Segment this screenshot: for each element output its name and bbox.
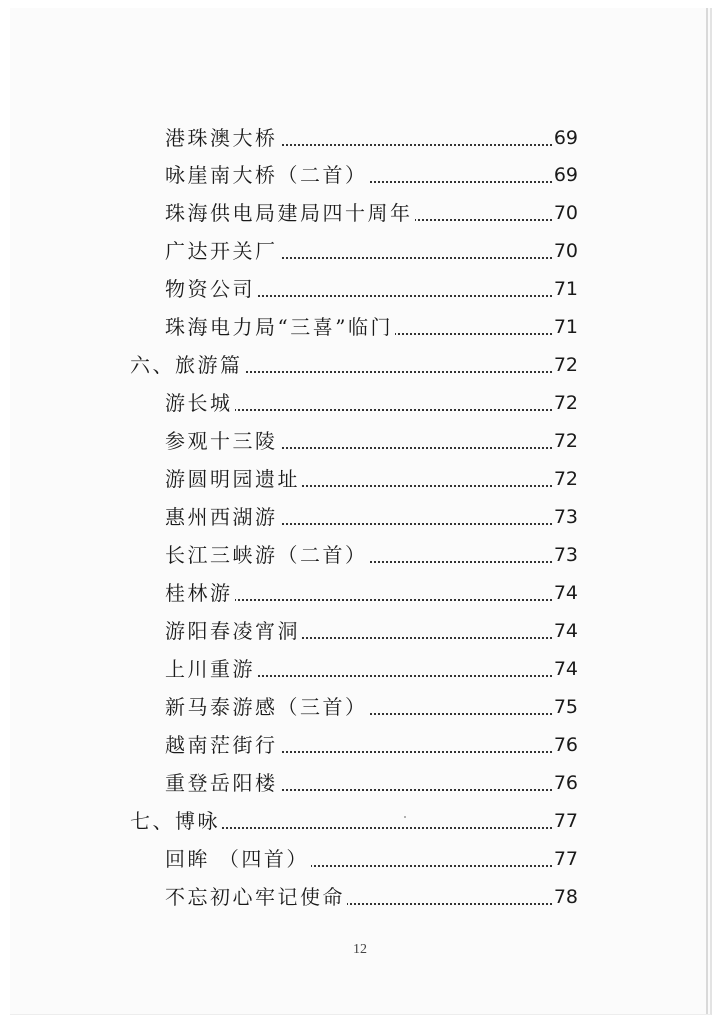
scan-speck (404, 816, 406, 818)
toc-entry-title: 珠海电力局“三喜”临门 (165, 315, 393, 339)
toc-entry-title: 越南茫街行 (165, 733, 278, 757)
toc-entry-title: 咏崖南大桥（二首） (165, 163, 368, 187)
toc-entry-page: 70 (553, 240, 578, 262)
toc-entry-title: 珠海供电局建局四十周年 (165, 201, 413, 225)
toc-entry-page: 70 (553, 202, 578, 224)
toc-entry[interactable] (10, 539, 710, 571)
toc-entry[interactable] (10, 273, 710, 305)
toc-entry-page: 72 (553, 354, 578, 376)
toc-entry-page: 74 (553, 658, 578, 680)
toc-entry-page: 72 (553, 392, 578, 414)
toc-entry[interactable] (10, 159, 710, 191)
toc-entry-page: 78 (553, 886, 578, 908)
toc-entry[interactable] (10, 387, 710, 419)
toc-entry-title: 上川重游 (165, 657, 255, 681)
toc-entry-title: 桂林游 (165, 581, 233, 605)
toc-entry[interactable] (10, 311, 710, 343)
toc-entry-title: 游长城 (165, 391, 233, 415)
toc-entry-title: 新马泰游感（三首） (165, 695, 368, 719)
toc-entry-page: 73 (553, 506, 578, 528)
toc-entry-page: 71 (553, 316, 578, 338)
toc-entry[interactable] (10, 425, 710, 457)
toc-entry[interactable] (10, 122, 710, 154)
toc-entry-title: 港珠澳大桥 (165, 126, 278, 150)
toc-entry-page: 77 (553, 810, 578, 832)
toc-section-title: 七、博咏 (130, 809, 220, 833)
toc-entry-page: 76 (553, 734, 578, 756)
toc-entry-page: 75 (553, 696, 578, 718)
toc-entry[interactable] (10, 235, 710, 267)
toc-section[interactable] (10, 349, 710, 381)
toc-entry-title: 惠州西湖游 (165, 505, 278, 529)
toc-entry-title: 游圆明园遗址 (165, 467, 300, 491)
toc-entry-page: 74 (553, 620, 578, 642)
toc-entry[interactable] (10, 501, 710, 533)
toc-entry-title: 长江三峡游（二首） (165, 543, 368, 567)
toc-entry-title: 重登岳阳楼 (165, 771, 278, 795)
toc-entry-title: 参观十三陵 (165, 429, 278, 453)
toc-section[interactable] (10, 805, 710, 837)
toc-entry[interactable] (10, 615, 710, 647)
toc-entry-title: 游阳春凌宵洞 (165, 619, 300, 643)
toc-entry-title: 物资公司 (165, 277, 255, 301)
toc-entry[interactable] (10, 729, 710, 761)
toc-entry-page: 72 (553, 430, 578, 452)
toc-entry-page: 76 (553, 772, 578, 794)
toc-entry[interactable] (10, 653, 710, 685)
toc-entry[interactable] (10, 577, 710, 609)
toc-entry-page: 71 (553, 278, 578, 300)
toc-entry[interactable] (10, 881, 710, 913)
toc-entry[interactable] (10, 463, 710, 495)
toc-entry-page: 69 (553, 164, 578, 186)
toc-entry-title: 回眸 （四首） (165, 847, 309, 871)
toc-entry-page: 74 (553, 582, 578, 604)
toc-entry-title: 不忘初心牢记使命 (165, 885, 345, 909)
toc-entry[interactable] (10, 197, 710, 229)
page-number: 12 (353, 942, 367, 957)
toc-entry[interactable] (10, 843, 710, 875)
toc-entry-title: 广达开关厂 (165, 239, 278, 263)
toc-entry[interactable] (10, 767, 710, 799)
toc-section-title: 六、旅游篇 (130, 353, 243, 377)
document-page (10, 8, 712, 1015)
table-of-contents (10, 8, 710, 1014)
toc-entry[interactable] (10, 691, 710, 723)
toc-entry-page: 69 (553, 127, 578, 149)
toc-entry-page: 72 (553, 468, 578, 490)
toc-entry-page: 77 (553, 848, 578, 870)
toc-entry-page: 73 (553, 544, 578, 566)
